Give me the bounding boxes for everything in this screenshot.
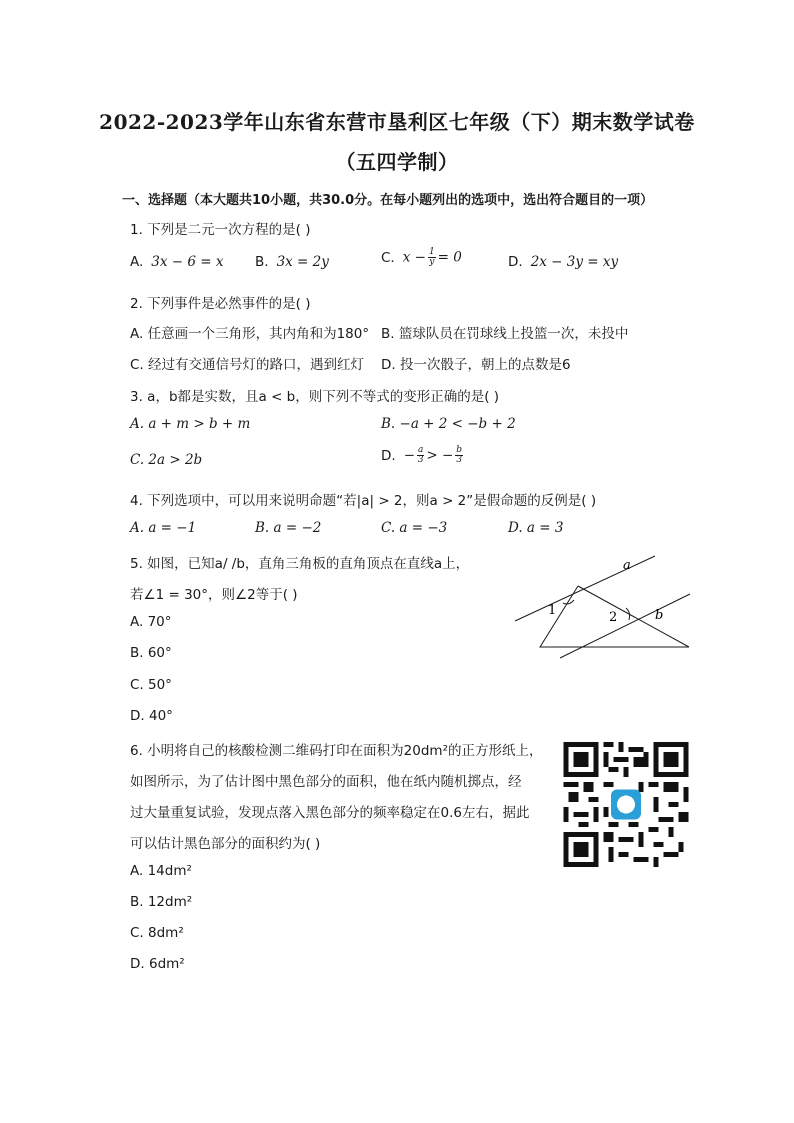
question-6-option-c: C. 8dm² bbox=[130, 925, 184, 941]
question-5-stem-line1: 5. 如图，已知a/ /b，直角三角板的直角顶点在直线a上， bbox=[130, 556, 470, 572]
question-1-option-b: B. 3x = 2y bbox=[255, 254, 329, 270]
question-5-stem-line2: 若∠1 = 30°，则∠2等于( ) bbox=[130, 587, 298, 603]
question-6-stem-line4: 可以估计黑色部分的面积约为( ) bbox=[130, 836, 321, 852]
parallel-lines-triangle-figure bbox=[505, 548, 700, 663]
question-4-option-d: D. a = 3 bbox=[508, 520, 564, 536]
label-1: 1 bbox=[548, 603, 557, 618]
question-5-option-b: B. 60° bbox=[130, 645, 172, 661]
question-5-option-a: A. 70° bbox=[130, 614, 172, 630]
label-a: a bbox=[623, 558, 631, 573]
question-5-option-d: D. 40° bbox=[130, 708, 173, 724]
question-1-option-c: C. x − $\frac{1}{y}$ = 0 bbox=[381, 247, 462, 267]
line-b bbox=[560, 594, 690, 658]
question-2-option-b: B. 篮球队员在罚球线上投篮一次，未投中 bbox=[381, 326, 629, 342]
question-3-option-d: D. − $\frac{a}{3}$ > − $\frac{b}{3}$ bbox=[381, 445, 463, 465]
exam-title-line1: 2022-2023学年山东省东营市垦利区七年级（下）期末数学试卷 bbox=[99, 110, 695, 134]
question-1-option-a: A. 3x − 6 = x bbox=[130, 254, 224, 270]
question-4-option-a: A. a = −1 bbox=[130, 520, 197, 536]
label-2: 2 bbox=[609, 610, 618, 625]
label-b: b bbox=[655, 608, 664, 623]
question-6-option-b: B. 12dm² bbox=[130, 894, 193, 910]
line-a bbox=[515, 556, 655, 621]
question-3-option-a: A. a + m > b + m bbox=[130, 416, 251, 432]
angle-2-arc bbox=[626, 608, 630, 620]
question-2-stem: 2. 下列事件是必然事件的是( ) bbox=[130, 296, 311, 312]
question-3-stem: 3. a，b都是实数，且a < b，则下列不等式的变形正确的是( ) bbox=[130, 389, 500, 405]
question-6-option-a: A. 14dm² bbox=[130, 863, 192, 879]
question-1-stem: 1. 下列是二元一次方程的是( ) bbox=[130, 222, 311, 238]
exam-title-line2: （五四学制） bbox=[335, 150, 459, 174]
question-6-option-d: D. 6dm² bbox=[130, 956, 185, 972]
question-6-stem-line1: 6. 小明将自己的核酸检测二维码打印在面积为20dm²的正方形纸上， bbox=[130, 743, 543, 759]
question-4-option-c: C. a = −3 bbox=[381, 520, 448, 536]
question-6-stem-line3: 过大量重复试验，发现点落入黑色部分的频率稳定在0.6左右，据此 bbox=[130, 805, 530, 821]
question-2-option-a: A. 任意画一个三角形，其内角和为180° bbox=[130, 326, 370, 342]
question-4-option-b: B. a = −2 bbox=[255, 520, 322, 536]
qr-code-image bbox=[562, 742, 690, 867]
question-1-option-d: D. 2x − 3y = xy bbox=[508, 254, 619, 270]
question-4-stem: 4. 下列选项中，可以用来说明命题“若|a| > 2，则a > 2”是假命题的反例是( ) bbox=[130, 493, 597, 509]
question-2-option-d: D. 投一次骰子，朝上的点数是6 bbox=[381, 357, 571, 373]
question-3-option-b: B. −a + 2 < −b + 2 bbox=[381, 416, 516, 432]
question-6-stem-line2: 如图所示，为了估计图中黑色部分的面积，他在纸内随机掷点，经 bbox=[130, 774, 522, 790]
question-2-option-c: C. 经过有交通信号灯的路口，遇到红灯 bbox=[130, 357, 365, 373]
question-5-option-c: C. 50° bbox=[130, 677, 172, 693]
section-heading: 一、选择题（本大题共10小题，共30.0分。在每小题列出的选项中，选出符合题目的一项） bbox=[122, 193, 654, 208]
question-3-option-c: C. 2a > 2b bbox=[130, 452, 203, 468]
